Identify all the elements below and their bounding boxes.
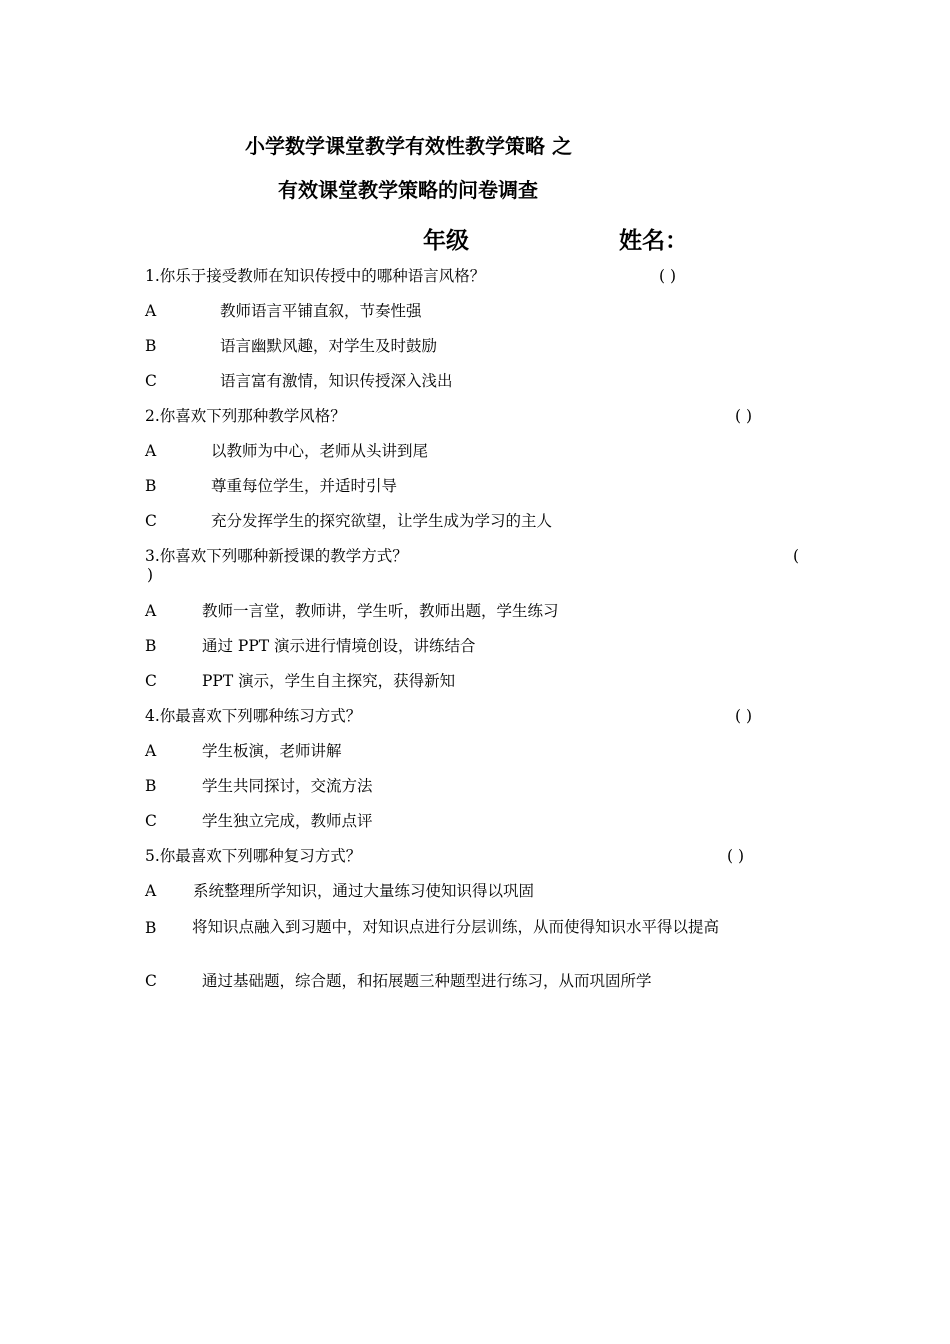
option-letter: B (145, 637, 157, 655)
option-letter: C (145, 512, 157, 530)
option-text: 语言幽默风趣，对学生及时鼓励 (220, 337, 438, 355)
answer-blank-3-close: ) (147, 566, 154, 584)
option-letter: A (145, 882, 157, 900)
question-3: 3.你喜欢下列哪种新授课的教学方式？ (145, 547, 408, 565)
answer-blank-5[interactable]: ( ) (727, 847, 745, 865)
option-text: 充分发挥学生的探究欲望，让学生成为学习的主人 (211, 512, 553, 530)
name-label: 姓名： (619, 228, 688, 254)
option-text: 教师语言平铺直叙，节奏性强 (220, 302, 422, 320)
option-letter: C (145, 972, 157, 990)
question-1: 1.你乐于接受教师在知识传授中的哪种语言风格？ (145, 267, 486, 285)
option-letter: B (145, 919, 157, 937)
option-letter: C (145, 812, 157, 830)
option-text: PPT 演示，学生自主探究，获得新知 (202, 672, 456, 690)
option-text: 通过 PPT 演示进行情境创设，讲练结合 (202, 637, 476, 655)
option-letter: A (145, 302, 157, 320)
option-letter: C (145, 372, 157, 390)
option-text: 语言富有激情，知识传授深入浅出 (220, 372, 453, 390)
question-2: 2.你喜欢下列那种教学风格？ (145, 407, 346, 425)
option-letter: B (145, 337, 157, 355)
document-title: 小学数学课堂教学有效性教学策略 之 (245, 134, 572, 158)
option-text: 学生独立完成，教师点评 (202, 812, 373, 830)
answer-blank-1[interactable]: ( ) (659, 267, 677, 285)
option-text: 尊重每位学生，并适时引导 (211, 477, 398, 495)
option-text: 以教师为中心，老师从头讲到尾 (211, 442, 429, 460)
document-subtitle: 有效课堂教学策略的问卷调查 (278, 178, 538, 202)
option-letter: A (145, 442, 157, 460)
answer-blank-2[interactable]: ( ) (735, 407, 753, 425)
option-text: 系统整理所学知识，通过大量练习使知识得以巩固 (193, 882, 535, 900)
grade-label: 年级 (423, 228, 469, 254)
option-letter: A (145, 742, 157, 760)
answer-blank-4[interactable]: ( ) (735, 707, 753, 725)
option-text: 将知识点融入到习题中，对知识点进行分层训练，从而使得知识水平得以提高 (192, 918, 720, 936)
question-4: 4.你最喜欢下列哪种练习方式？ (145, 707, 362, 725)
option-text: 教师一言堂，教师讲，学生听，教师出题，学生练习 (202, 602, 559, 620)
option-text: 学生共同探讨，交流方法 (202, 777, 373, 795)
option-letter: A (145, 602, 157, 620)
option-letter: B (145, 777, 157, 795)
option-text: 学生板演，老师讲解 (202, 742, 342, 760)
option-letter: C (145, 672, 157, 690)
option-letter: B (145, 477, 157, 495)
answer-blank-3-open[interactable]: ( (793, 547, 800, 565)
question-5: 5.你最喜欢下列哪种复习方式？ (145, 847, 362, 865)
option-text: 通过基础题，综合题，和拓展题三种题型进行练习，从而巩固所学 (202, 972, 652, 990)
